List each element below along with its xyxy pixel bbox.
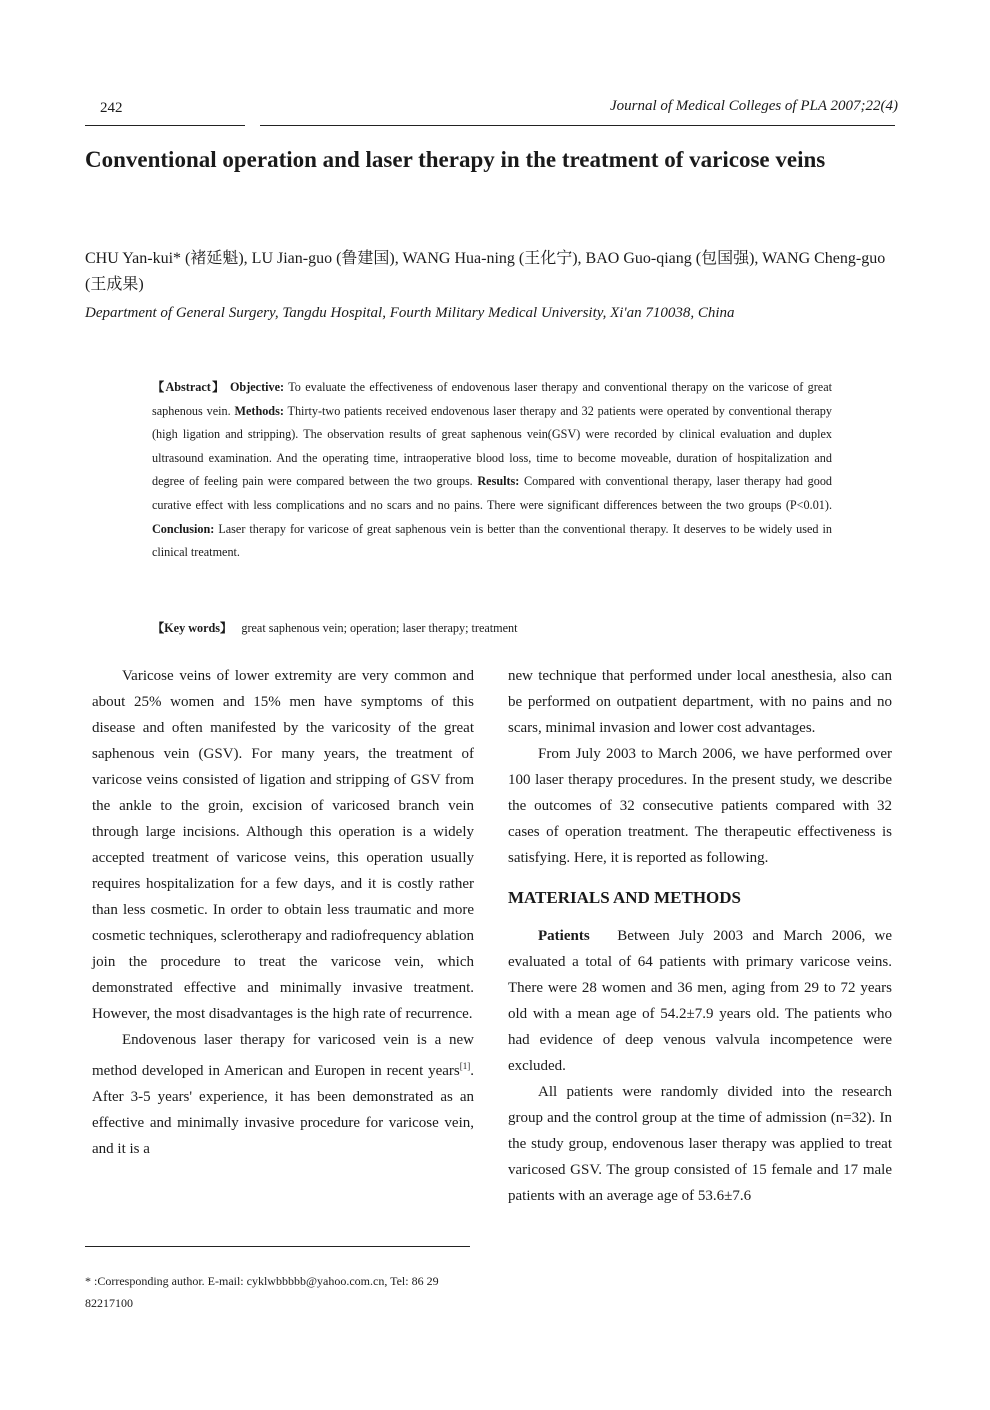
article-title: Conventional operation and laser therapy in the treatment of varicose veins: [85, 147, 826, 172]
keywords-label: 【Key words】: [152, 621, 233, 635]
paragraph: Varicose veins of lower extremity are very common and about 25% women and 15% men have symptoms of this disease and often manifested by the varicosity of the great saphenous vein (GSV). For many years, the treatment of varicose veins consisted of ligation and stripping of GSV from the ankle to the groin, excision of varicosed branch vein through large incisions. Although this operation is a widely accepted treatment of varicose veins, this operation usually requires hospitalization for a few days, and it is costly rather than less cosmetic. In order to obtain less traumatic and more cosmetic techniques, sclerotherapy and radiofrequency ablation join the procedure to treat the varicose vein, which demonstrated effective and minimally invasive treatment. However, the most disadvantages is the high rate of recurrence.: [92, 668, 474, 1022]
results-text: Compared with conventional therapy, laser therapy had good curative effect with less complications and no scars and no pains. There were significant differences between the two groups (P<0.01).: [152, 474, 833, 512]
paragraph-text: Endovenous laser therapy for varicosed vein is a new method developed in American and Europen in recent years: [92, 1032, 474, 1079]
footnote: * :Corresponding author. E-mail: cyklwbbbbb@yahoo.com.cn, Tel: 86 29 82217100: [85, 1274, 439, 1310]
results-label: Results:: [477, 474, 520, 489]
section-heading: MATERIALS AND METHODS: [508, 888, 741, 907]
conclusion-label: Conclusion:: [152, 521, 215, 536]
citation-ref: [1]: [459, 1061, 471, 1071]
paragraph: From July 2003 to March 2006, we have performed over 100 laser therapy procedures. In the present study, we describe the outcomes of 32 consecutive patients compared with 32 cases of operation treatment. The therapeutic effectiveness is satisfying. Here, it is reported as following.: [508, 746, 892, 866]
keywords-text: great saphenous vein; operation; laser therapy; treatment: [241, 621, 518, 635]
left-column: [92, 663, 474, 1162]
methods-text: Thirty-two patients received endovenous laser therapy and 32 patients were operated by conventional therapy (high ligation and stripping). The observation results of great saphenous vein(GSV) were recorded by clinical evaluation and duplex ultrasound examination. And the operating time, intraoperative blood loss, time to become moveable, duration of hospitalization and degree of feeling pain were compared between the two groups.: [152, 403, 832, 489]
patients-label: Patients: [538, 928, 590, 944]
paragraph: [508, 923, 892, 1079]
affiliation: Department of General Surgery, Tangdu Hospital, Fourth Military Medical University, Xi'an 710038, China: [85, 305, 735, 321]
conclusion-text: Laser therapy for varicose of great saphenous vein is better than the conventional therapy. It deserves to be widely used in clinical treatment.: [152, 521, 833, 560]
header-rule-right: [260, 125, 895, 126]
keywords: [152, 618, 832, 638]
paragraph-text: Between July 2003 and March 2006, we evaluated a total of 64 patients with primary varicose veins. There were 28 women and 36 men, aging from 29 to 72 years old with a mean age of 54.2±7.9 years old. The patients who had evidence of deep venous valvula incompetence were excluded.: [508, 928, 893, 1074]
objective-text: To evaluate the effectiveness of endovenous laser therapy and conventional therapy on the varicose of great saphenous vein.: [152, 380, 833, 418]
paragraph-text: . After 3-5 years' experience, it has been demonstrated as an effective and minimally invasive procedure for varicose vein, and it is a: [92, 1063, 474, 1157]
header-rule-left: [85, 125, 245, 126]
objective-label: Objective:: [229, 380, 285, 394]
page-number: 242: [100, 100, 123, 116]
author-list: CHU Yan-kui* (褚延魁), LU Jian-guo (鲁建国), WANG Hua-ning (王化宁), BAO Guo-qiang (包国强), WANG Cheng-guo (王成果): [85, 250, 886, 293]
paragraph: new technique that performed under local anesthesia, also can be performed on outpatient department, with no pains and no scars, minimal invasion and lower cost advantages.: [508, 668, 892, 736]
footnote-rule: [85, 1246, 470, 1247]
methods-label: Methods:: [234, 403, 284, 418]
paragraph: [92, 1027, 474, 1162]
abstract-label: 【Abstract】: [152, 380, 226, 394]
journal-header: Journal of Medical Colleges of PLA 2007;22(4): [609, 98, 898, 114]
right-column: [508, 663, 892, 1209]
abstract: [152, 376, 832, 565]
paragraph: All patients were randomly divided into the research group and the control group at the time of admission (n=32). In the study group, endovenous laser therapy was applied to treat varicosed GSV. The group consisted of 15 female and 17 male patients with an average age of 53.6±7.6: [508, 1084, 892, 1204]
